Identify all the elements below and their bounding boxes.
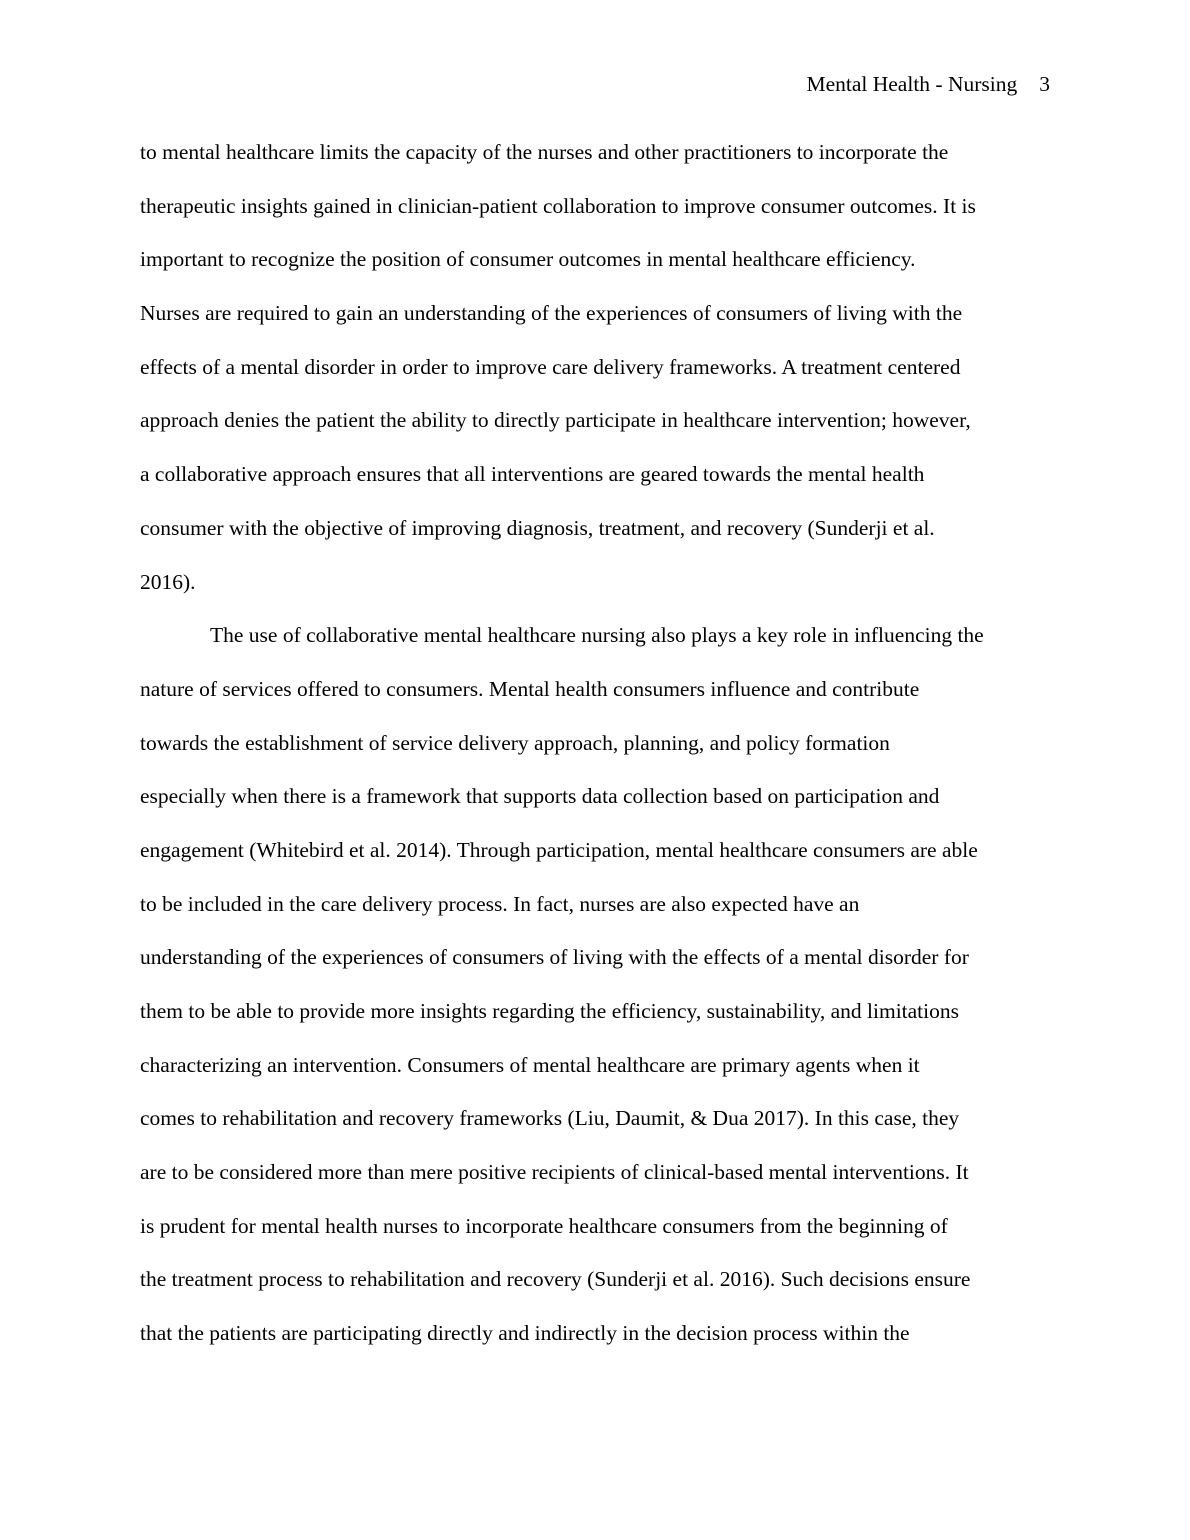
text-line: Nurses are required to gain an understanding of the experiences of consumers of living with the [140, 301, 963, 326]
text-line: to be included in the care delivery process. In fact, nurses are also expected have an [140, 891, 860, 916]
paragraph-continued [140, 126, 1052, 609]
text-line: engagement (Whitebird et al. 2014). Through participation, mental healthcare consumers are able [140, 837, 978, 862]
page-number: 3 [1039, 72, 1050, 96]
text-line: understanding of the experiences of consumers of living with the effects of a mental disorder for [140, 945, 969, 970]
paragraph-collaborative-nursing [140, 609, 1052, 1361]
text-line: 2016). [140, 569, 196, 594]
text-line: therapeutic insights gained in clinician-patient collaboration to improve consumer outcomes. It is [140, 193, 976, 218]
text-line: nature of services offered to consumers. Mental health consumers influence and contribute [140, 676, 920, 701]
running-head-title: Mental Health - Nursing [806, 72, 1018, 96]
running-head [806, 70, 1050, 98]
text-line: approach denies the patient the ability to directly participate in healthcare intervention; however, [140, 408, 971, 433]
text-line: comes to rehabilitation and recovery frameworks (Liu, Daumit, & Dua 2017). In this case, they [140, 1106, 960, 1131]
text-line: important to recognize the position of consumer outcomes in mental healthcare efficiency. [140, 247, 916, 272]
text-line: especially when there is a framework that supports data collection based on participation and [140, 784, 940, 809]
text-line: characterizing an intervention. Consumers of mental healthcare are primary agents when it [140, 1052, 920, 1077]
text-line: effects of a mental disorder in order to improve care delivery frameworks. A treatment centered [140, 354, 961, 379]
text-line: towards the establishment of service delivery approach, planning, and policy formation [140, 730, 890, 755]
text-line: that the patients are participating directly and indirectly in the decision process within the [140, 1321, 910, 1346]
text-line: consumer with the objective of improving diagnosis, treatment, and recovery (Sunderji et al. [140, 515, 935, 540]
text-line: is prudent for mental health nurses to incorporate healthcare consumers from the beginning of [140, 1213, 948, 1238]
text-line: are to be considered more than mere positive recipients of clinical-based mental interventions. It [140, 1160, 969, 1185]
text-line: them to be able to provide more insights regarding the efficiency, sustainability, and limitations [140, 999, 959, 1023]
text-line-indented: The use of collaborative mental healthcare nursing also plays a key role in influencing the [210, 623, 984, 648]
text-line: to mental healthcare limits the capacity of the nurses and other practitioners to incorporate the [140, 140, 949, 164]
body-text [140, 126, 1052, 1361]
text-line: a collaborative approach ensures that all interventions are geared towards the mental health [140, 462, 925, 487]
text-line: the treatment process to rehabilitation and recovery (Sunderji et al. 2016). Such decisions ensure [140, 1267, 971, 1292]
